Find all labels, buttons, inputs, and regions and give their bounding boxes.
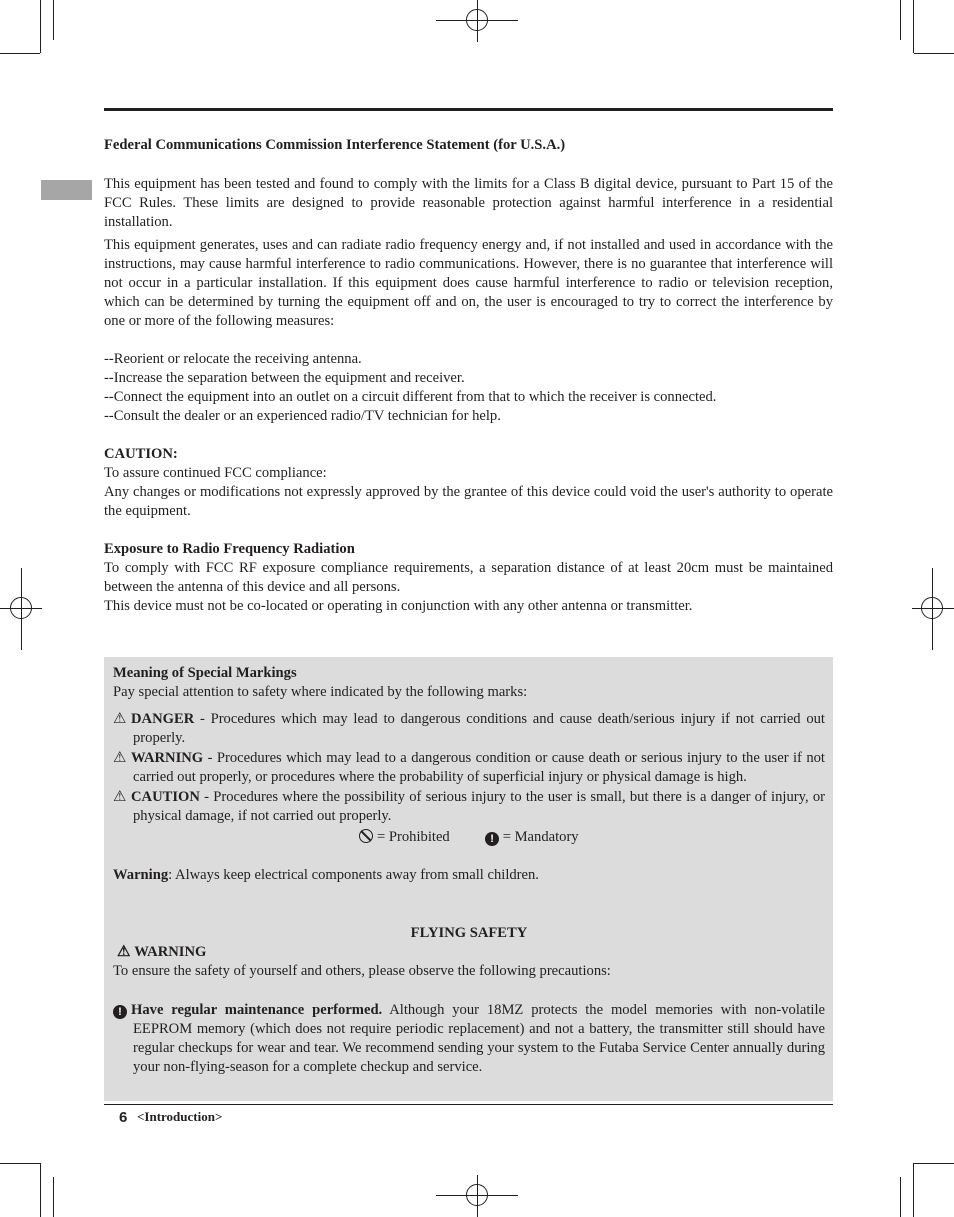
caution-item [113,788,825,826]
caution-label: CAUTION [131,789,200,805]
maintenance-text: Although your 18MZ protects the model memories with non-volatile EEPROM memory (which does not require periodic replacement) and not a battery, the transmitter still should have regular checkups for wear and tear. We recommend sending your system to the Futaba Service Center annually during your non-flying-season for a complete checkup and service. [133,1002,825,1075]
section-label: <Introduction> [137,1109,223,1124]
measures-list [104,350,833,426]
danger-text: - Procedures which may lead to dangerous conditions and cause death/serious injury if not carried out properly. [133,711,825,746]
warning-note-label: Warning [113,867,169,883]
mandatory-label: = Mandatory [502,829,579,845]
caution-line-1: To assure continued FCC compliance: [104,465,327,481]
warning-triangle-icon: ⚠ [113,750,127,766]
special-markings-box [104,657,833,1101]
page-number: 6 [119,1109,128,1126]
caution-heading: CAUTION: [104,446,178,462]
exposure-heading: Exposure to Radio Frequency Radiation [104,541,355,557]
warning-triangle-icon: ⚠ [113,711,127,727]
mandatory-icon: ! [113,1001,131,1020]
markings-heading: Meaning of Special Markings [113,665,297,681]
paragraph-interference: This equipment generates, uses and can radiate radio frequency energy and, if not installed and used in accordance with the instructions, may cause harmful interference to radio communications. However, there is no guarantee that interference will not occur in a particular installation. If this equipment does cause harmful interference to radio or television reception, which can be determined by turning the equipment off and on, the user is encouraged to try to correct the interference by one or more of the following measures: [104,237,833,329]
warning-triangle-icon: ⚠ [113,789,127,805]
footer-rule [104,1104,833,1105]
warning-text: - Procedures which may lead to a dangerous condition or cause death or serious injury to the user if not carried out properly, or procedures where the probability of superficial injury or physical damage is high. [133,750,825,785]
maintenance-item [113,1001,825,1077]
fcc-title: Federal Communications Commission Interference Statement (for U.S.A.) [104,137,566,153]
maintenance-bold: Have regular maintenance performed. [131,1002,383,1018]
danger-label: DANGER [131,711,195,727]
header-rule [104,108,833,111]
list-item: --Connect the equipment into an outlet on a circuit different from that to which the receiver is connected. [104,389,717,405]
prohibited-icon [359,829,373,843]
flying-warning-label: WARNING [134,944,207,960]
danger-item [113,710,825,748]
paragraph-class-b: This equipment has been tested and found to comply with the limits for a Class B digital device, pursuant to Part 15 of the FCC Rules. These limits are designed to provide reasonable protection against harmful interference in a residential installation. [104,176,833,230]
chapter-tab [41,180,92,200]
flying-intro: To ensure the safety of yourself and others, please observe the following precautions: [113,963,611,979]
warning-note [113,866,825,885]
list-item: --Reorient or relocate the receiving antenna. [104,351,362,367]
warning-label: WARNING [131,750,204,766]
exposure-line-1: To comply with FCC RF exposure compliance requirements, a separation distance of at least 20cm must be maintained between the antenna of this device and all persons. [104,560,833,595]
warning-note-text: : Always keep electrical components away from small children. [168,867,539,883]
symbol-legend [113,828,825,847]
flying-safety-heading: FLYING SAFETY [410,925,528,941]
list-item: --Increase the separation between the equipment and receiver. [104,370,465,386]
exposure-line-2: This device must not be co-located or operating in conjunction with any other antenna or transmitter. [104,598,693,614]
prohibited-label: = Prohibited [377,829,450,845]
caution-line-2: Any changes or modifications not expressly approved by the grantee of this device could void the user's authority to operate the equipment. [104,484,833,519]
flying-warning [113,943,825,962]
mandatory-icon: ! [485,832,499,846]
caution-text: - Procedures where the possibility of serious injury to the user is small, but there is a danger of injury, or physical damage, if not carried out properly. [133,789,825,824]
markings-intro: Pay special attention to safety where indicated by the following marks: [113,684,528,700]
warning-item [113,749,825,787]
fcc-section [104,136,833,616]
list-item: --Consult the dealer or an experienced radio/TV technician for help. [104,408,501,424]
warning-triangle-icon: ⚠ [117,944,135,960]
